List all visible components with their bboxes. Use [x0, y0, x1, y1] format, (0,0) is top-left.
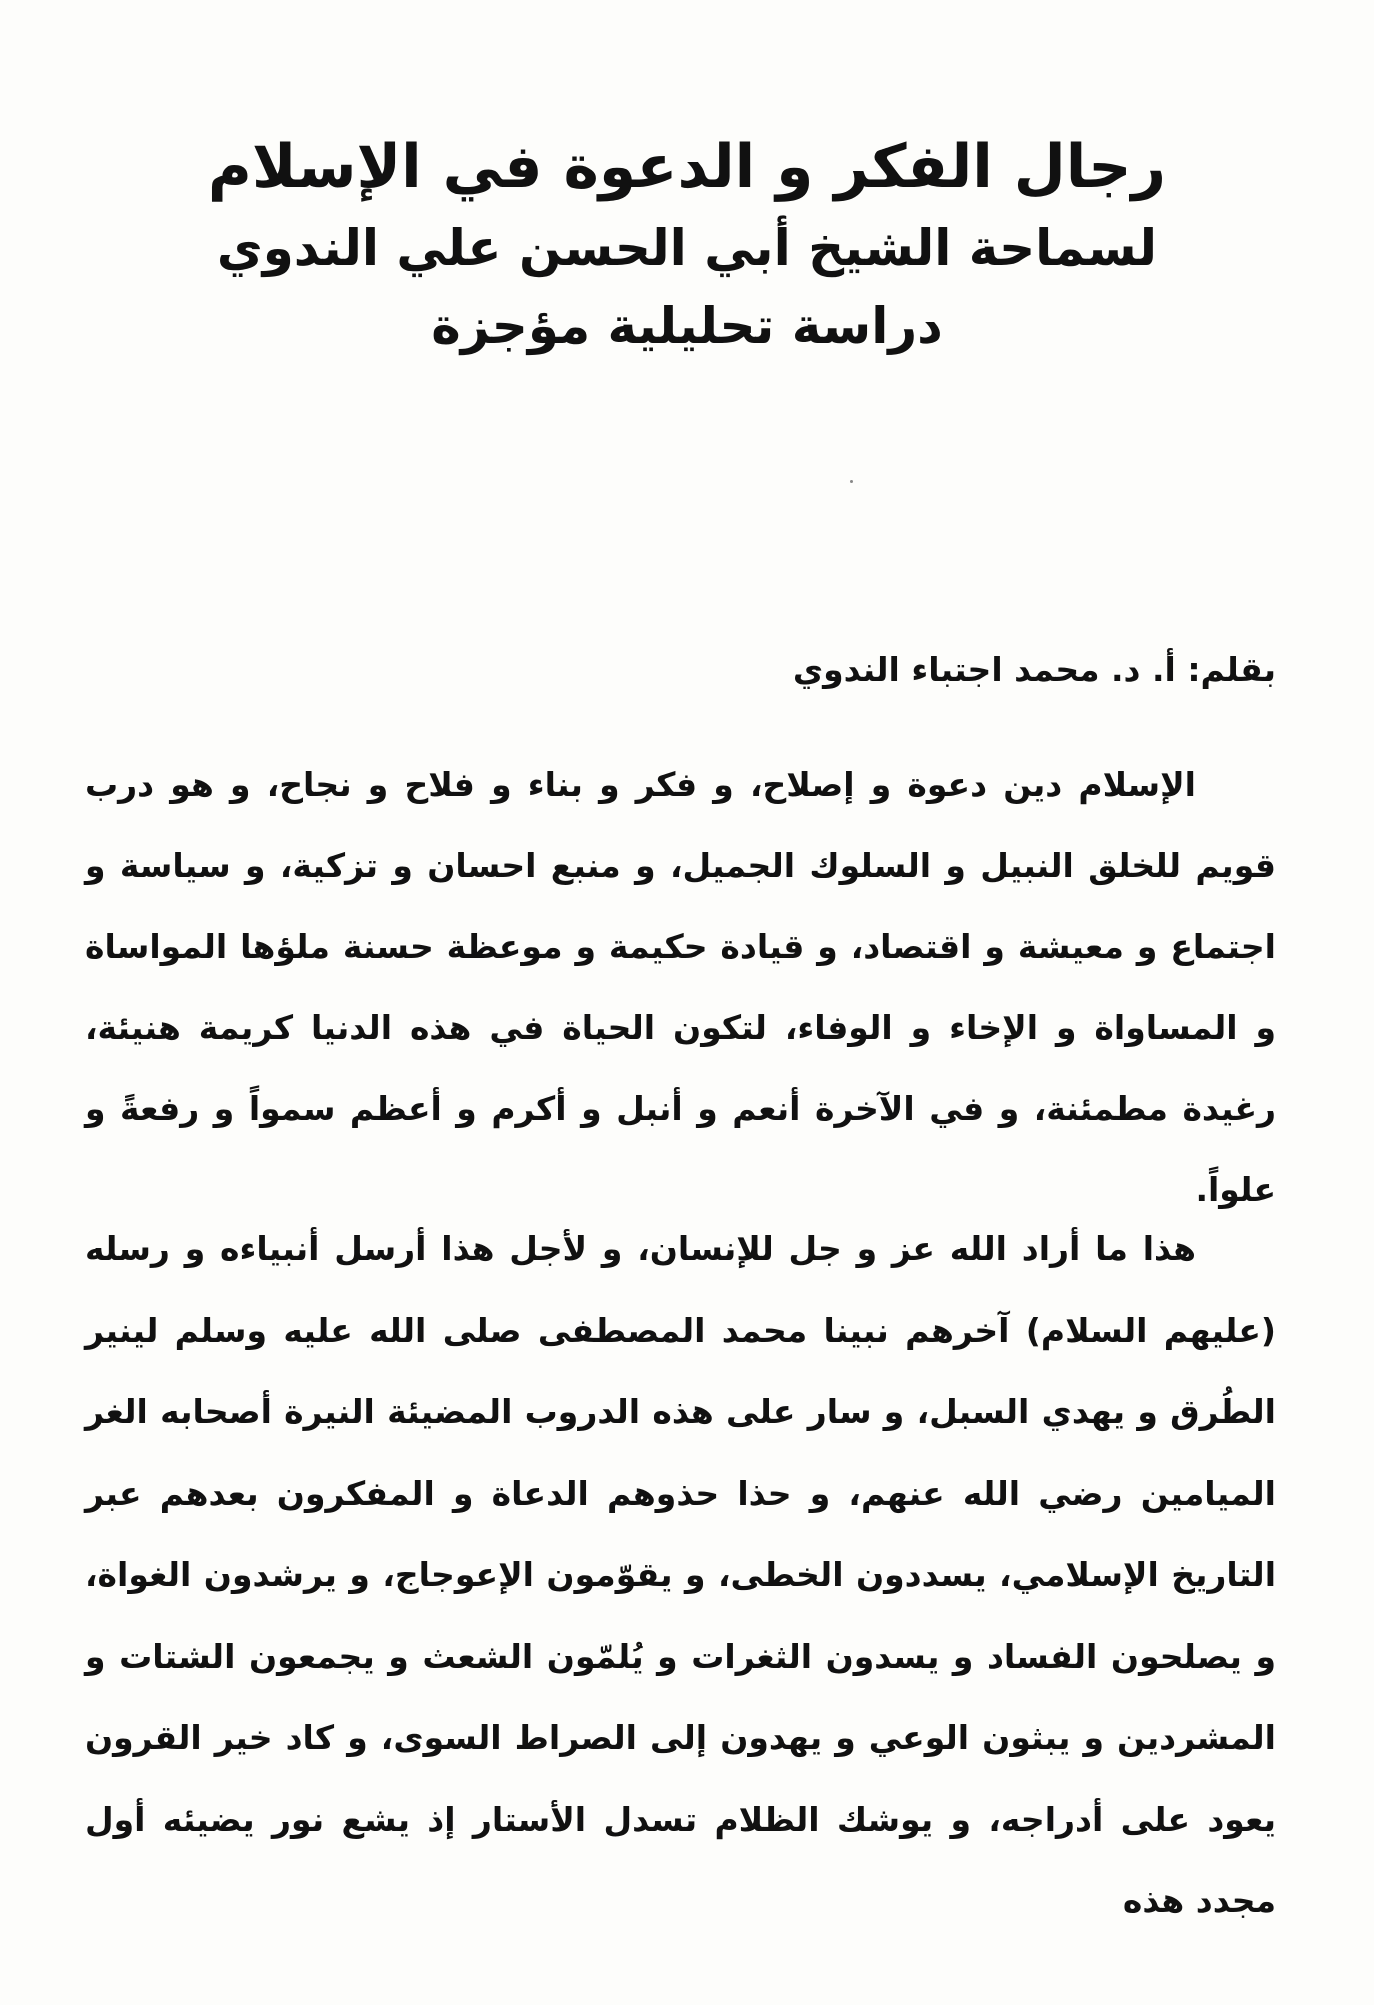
paragraph-text: الإسلام دين دعوة و إصلاح، و فكر و بناء و فلاح و نجاح، و هو درب قويم للخلق النبيل و السلوك الجميل، و منبع احسان و تزكية، و سياسة و اجتماع و معيشة و اقتصاد، و قيادة حكيمة و موعظة حسنة ملؤها المواساة و المساواة و الإخاء و الوفاء، لتكون الحياة في هذه الدنيا كريمة هنيئة، رغيدة مطمئنة، و في الآخرة أنعم و أنبل و أكرم و أعظم سمواً و رفعةً و علواً.	[85, 765, 1276, 1209]
paragraph-2	[85, 1208, 1276, 1942]
subtitle-author: لسماحة الشيخ أبي الحسن علي الندوي	[216, 219, 1158, 277]
paragraph-1	[85, 744, 1276, 1230]
scan-speck	[850, 480, 853, 483]
main-title: رجال الفكر و الدعوة في الإسلام	[207, 132, 1167, 202]
title-block	[100, 125, 1274, 365]
paragraph-text: هذا ما أراد الله عز و جل للإنسان، و لأجل هذا أرسل أنبياءه و رسله (عليهم السلام) آخرهم نبينا محمد المصطفى صلى الله عليه وسلم لينير الطُرق و يهدي السبل، و سار على هذه الدروب المضيئة النيرة أصحابه الغر الميامين رضي الله عنهم، و حذا حذوهم الدعاة و المفكرون بعدهم عبر التاريخ الإسلامي، يسددون الخطى، و يقوّمون الإعوجاج، و يرشدون الغواة، و يصلحون الفساد و يسدون الثغرات و يُلمّون الشعث و يجمعون الشتات و المشردين و يبثون الوعي و يهدون إلى الصراط السوى، و كاد خير القرون يعود على أدراجه، و يوشك الظلام تسدل الأستار إذ يشع نور يضيئه أول مجدد هذه	[85, 1229, 1276, 1920]
subtitle-study: دراسة تحليلية مؤجزة	[431, 297, 943, 355]
byline: بقلم: أ. د. محمد اجتباء الندوي	[792, 650, 1276, 689]
